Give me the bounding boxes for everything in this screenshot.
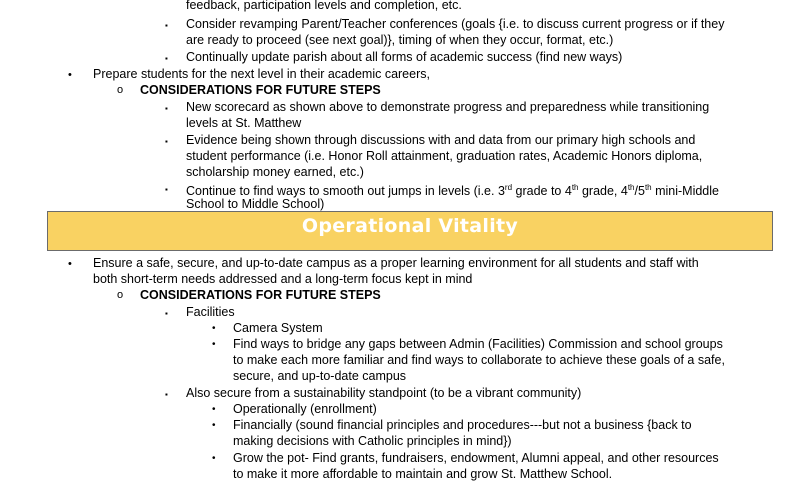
text-line: Evidence being shown through discussions with and data from our primary high schools and — [186, 133, 696, 147]
text-line: making decisions with Catholic principles in mind}) — [233, 434, 512, 448]
square-bullet: ▪ — [165, 21, 168, 30]
text-line: secure, and up-to-date campus — [233, 369, 407, 383]
text-line: Facilities — [186, 305, 235, 319]
text-line: Consider revamping Parent/Teacher conferences (goals {i.e. to discuss current progress or if they — [186, 17, 725, 31]
square-bullet: ▪ — [165, 104, 168, 113]
text-line: feedback, participation levels and completion, etc. — [186, 0, 462, 12]
dot-bullet: • — [212, 453, 216, 464]
dot-bullet: • — [212, 420, 216, 431]
dot-bullet: • — [212, 339, 216, 350]
square-bullet: ▪ — [165, 390, 168, 399]
text-line: both short-term needs addressed and a long-term focus kept in mind — [93, 272, 473, 286]
text-line: Find ways to bridge any gaps between Admin (Facilities) Commission and school groups — [233, 337, 723, 351]
text-line: Continue to find ways to smooth out jumps in levels (i.e. 3rd grade to 4th grade, 4th/5th mini-Middle — [186, 183, 719, 199]
text-line: Also secure from a sustainability standpoint (to be a vibrant community) — [186, 386, 582, 400]
text-line: are ready to proceed (see next goal)}, timing of when they occur, format, etc.) — [186, 33, 614, 47]
considerations-heading: CONSIDERATIONS FOR FUTURE STEPS — [140, 288, 381, 302]
text-line: scholarship money earned, etc.) — [186, 165, 364, 179]
section-title: Operational Vitality — [301, 215, 519, 237]
circle-bullet: o — [117, 289, 124, 301]
text-line: Camera System — [233, 321, 323, 335]
dot-bullet: • — [212, 404, 216, 415]
text-line: Ensure a safe, secure, and up-to-date campus as a proper learning environment for all students and staff with — [93, 256, 699, 270]
text-line: School to Middle School) — [186, 197, 325, 211]
text-line: Operationally (enrollment) — [233, 402, 377, 416]
text-line: to make each more familiar and find ways to collaborate to achieve these goals of a safe, — [233, 353, 725, 367]
text-line: Financially (sound financial principles and procedures---but not a business {back to — [233, 418, 692, 432]
square-bullet: ▪ — [165, 309, 168, 318]
text-line: Grow the pot- Find grants, fundraisers, endowment, Alumni appeal, and other resources — [233, 451, 719, 465]
dot-bullet: • — [212, 323, 216, 334]
text-line: Continually update parish about all forms of academic success (find new ways) — [186, 50, 623, 64]
disc-bullet: • — [68, 258, 72, 270]
square-bullet: ▪ — [165, 185, 168, 194]
square-bullet: ▪ — [165, 54, 168, 63]
text-line: to make it more affordable to maintain and grow St. Matthew School. — [233, 467, 613, 481]
disc-bullet: • — [68, 69, 72, 81]
circle-bullet: o — [117, 84, 124, 96]
section-banner — [47, 211, 773, 251]
text-line: New scorecard as shown above to demonstrate progress and preparedness while transitioning — [186, 100, 710, 114]
considerations-heading: CONSIDERATIONS FOR FUTURE STEPS — [140, 83, 381, 97]
text-line: student performance (i.e. Honor Roll attainment, graduation rates, Academic Honors diploma, — [186, 149, 703, 163]
square-bullet: ▪ — [165, 137, 168, 146]
text-line: levels at St. Matthew — [186, 116, 302, 130]
text-line: Prepare students for the next level in their academic careers, — [93, 67, 430, 81]
